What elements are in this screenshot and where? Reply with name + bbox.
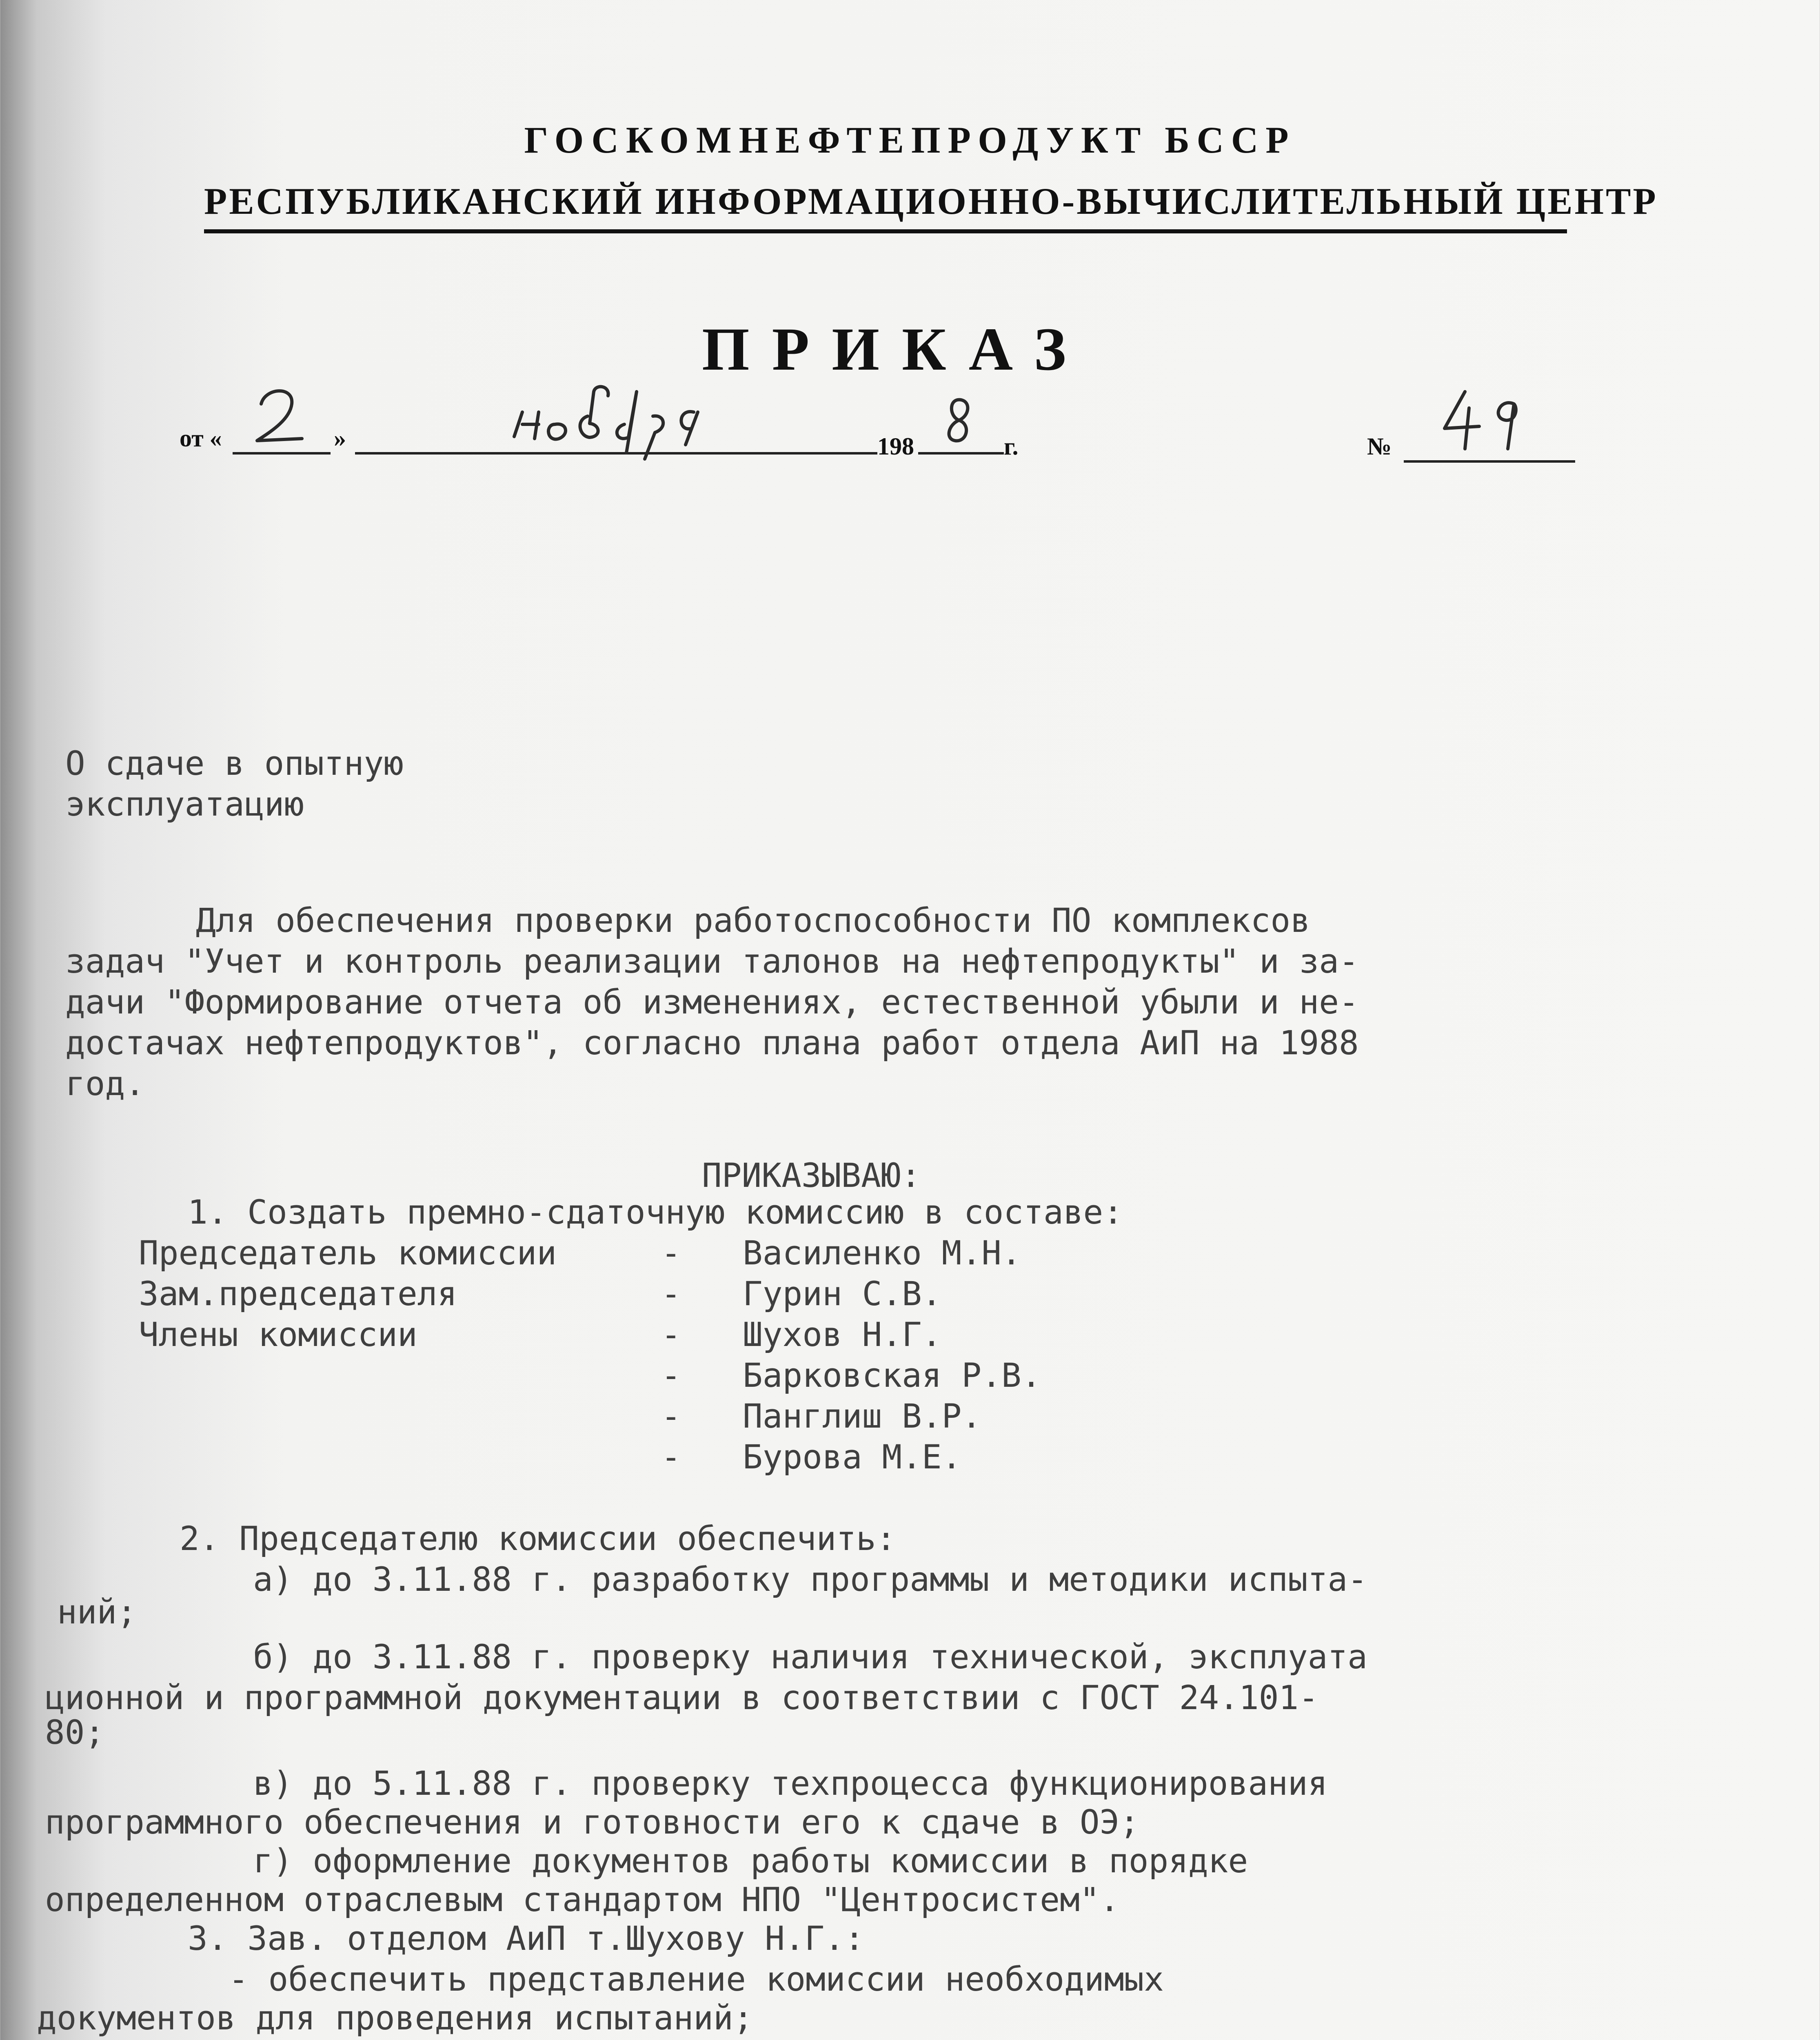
preamble-line: дачи "Формирование отчета об изменениях, естественной убыли и не- bbox=[65, 983, 1359, 1022]
subject-line-1: О сдаче в опытную bbox=[65, 745, 404, 783]
number-label: № bbox=[1367, 433, 1392, 460]
preamble-line: задач "Учет и контроль реализации талонов на нефтепродукты" и за- bbox=[65, 942, 1359, 981]
point3-line: документов для проведения испытаний; bbox=[37, 1999, 753, 2038]
commission-member: Шухов Н.Г. bbox=[743, 1316, 942, 1354]
commission-member: Барковская Р.В. bbox=[743, 1357, 1041, 1395]
commission-member: Василенко М.Н. bbox=[743, 1234, 1021, 1273]
commission-dash: - bbox=[661, 1234, 681, 1273]
point2-line: ний; bbox=[57, 1593, 137, 1632]
handwritten-year bbox=[939, 392, 979, 453]
subject-line-2: эксплуатацию bbox=[65, 785, 304, 824]
point2-line: г) оформление документов работы комиссии в порядке bbox=[253, 1842, 1248, 1880]
point2-line: программного обеспечения и готовности его к сдаче в ОЭ; bbox=[45, 1803, 1140, 1842]
document-title: ПРИКАЗ bbox=[702, 315, 1089, 383]
ministry-name: ГОСКОМНЕФТЕПРОДУКТ БССР bbox=[524, 119, 1296, 161]
point2-line: 80; bbox=[45, 1714, 105, 1752]
commission-role: Зам.председателя bbox=[139, 1275, 457, 1313]
commission-role: Председатель комиссии bbox=[139, 1234, 557, 1273]
point2-line: а) до 3.11.88 г. разработку программы и методики испыта- bbox=[253, 1561, 1367, 1599]
year-prefix: 198 bbox=[877, 433, 914, 460]
point2-line: б) до 3.11.88 г. проверку наличия технической, эксплуата bbox=[253, 1638, 1367, 1676]
commission-dash: - bbox=[661, 1316, 681, 1354]
point2-line: определенном отраслевым стандартом НПО "Центросистем". bbox=[45, 1881, 1120, 1919]
date-close: » bbox=[334, 425, 346, 452]
commission-dash: - bbox=[661, 1397, 681, 1436]
point2-line: 2. Председателю комиссии обеспечить: bbox=[180, 1520, 896, 1558]
handwritten-number bbox=[1436, 384, 1534, 453]
preamble-line: достачах нефтепродуктов", согласно плана работ отдела АиП на 1988 bbox=[65, 1024, 1359, 1062]
commission-dash: - bbox=[661, 1438, 681, 1477]
order-word: ПРИКАЗЫВАЮ: bbox=[702, 1157, 921, 1195]
point2-line: в) до 5.11.88 г. проверку техпроцесса функционирования bbox=[253, 1765, 1328, 1803]
commission-intro: 1. Создать премно-сдаточную комиссию в составе: bbox=[188, 1193, 1123, 1232]
header-rule bbox=[204, 229, 1567, 233]
commission-member: Бурова М.Е. bbox=[743, 1438, 962, 1477]
preamble-line: год. bbox=[65, 1065, 145, 1103]
point2-line: ционной и программной документации в соответствии с ГОСТ 24.101- bbox=[45, 1679, 1319, 1717]
center-name: РЕСПУБЛИКАНСКИЙ ИНФОРМАЦИОННО-ВЫЧИСЛИТЕЛЬНЫЙ ЦЕНТР bbox=[204, 180, 1658, 222]
point3-line: - обеспечить представление комиссии необходимых bbox=[229, 1960, 1164, 1999]
date-prefix: от « bbox=[180, 425, 222, 452]
point3-line: 3. Зав. отделом АиП т.Шухову Н.Г.: bbox=[188, 1920, 865, 1958]
number-underline bbox=[1404, 460, 1575, 463]
commission-member: Гурин С.В. bbox=[743, 1275, 942, 1313]
commission-dash: - bbox=[661, 1275, 681, 1313]
preamble-line: Для обеспечения проверки работоспособности ПО комплексов bbox=[196, 902, 1310, 940]
commission-member: Панглиш В.Р. bbox=[743, 1397, 982, 1436]
handwritten-day bbox=[245, 379, 318, 453]
commission-dash: - bbox=[661, 1357, 681, 1395]
year-suffix: г. bbox=[1004, 433, 1019, 460]
handwritten-month bbox=[506, 367, 735, 461]
commission-role: Члены комиссии bbox=[139, 1316, 417, 1354]
